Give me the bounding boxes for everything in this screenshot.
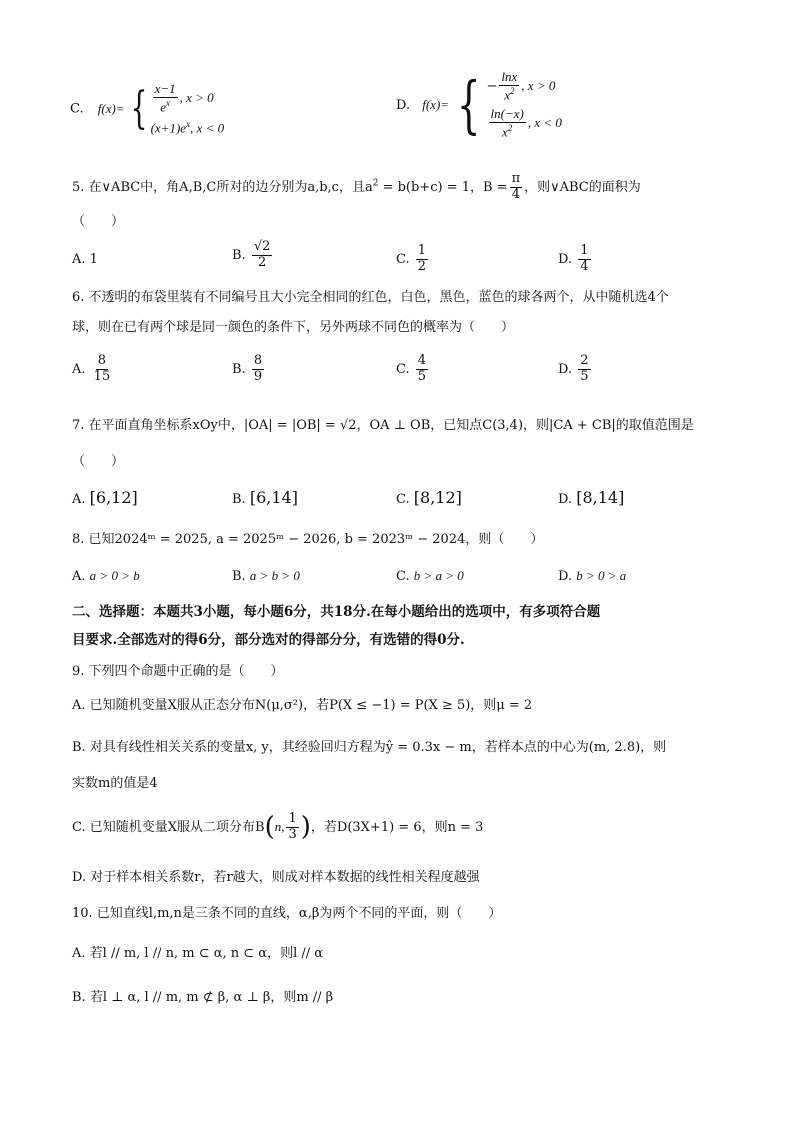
q8-option-b: B. a > b > 0 — [232, 568, 300, 584]
option-label: C. — [70, 101, 84, 117]
q9-option-b-line1: B. 对具有线性相关关系的变量x, y，其经验回归方程为ŷ = 0.3x − m，若样本点的中心为(m, 2.8)，则 — [72, 740, 667, 755]
function-lhs: f(x)= — [97, 100, 125, 116]
brace: { — [456, 68, 481, 142]
q5-stem: 5. 在∨ABC中，角A,B,C所对的边分别为a,b,c，且$a^2 = b(b+c) = 1$，B = $\frac{\pi}{4}$ ，则∨ABC的面积为 — [72, 171, 641, 202]
q7-option-c: C. [8,12] — [396, 488, 462, 507]
q6-option-b: B. $\frac{8}{9}$ — [232, 353, 263, 384]
q9-option-c: C. 已知随机变量X服从二项分布B(n, $\frac{1}{3}$ )，若D(3X+1) = 6，则n = 3 — [72, 811, 484, 843]
q4-option-d — [396, 70, 562, 140]
q4-option-c — [70, 82, 224, 136]
q10-option-b: B. 若l ⊥ α, l // m, m ⊄ β, α ⊥ β，则m // β — [72, 990, 334, 1005]
q7-option-a: A. [6,12] — [72, 488, 138, 507]
q9-stem: 9. 下列四个命题中正确的是（ ） — [72, 664, 284, 679]
q9-option-a: A. 已知随机变量X服从正态分布N(μ,σ²)，若P(X ≤ −1) = P(X ≥ 5)，则μ = 2 — [72, 698, 533, 713]
q10-option-a: A. 若l // m, l // n, m ⊂ α, n ⊂ α，则l // α — [72, 946, 324, 961]
section-2-heading-line2: 目要求.全部选对的得6分，部分选对的得部分分，有选错的得0分. — [72, 632, 465, 648]
q6-stem-line2: 球，则在已有两个球是同一颜色的条件下，另外两球不同色的概率为（ ） — [72, 320, 515, 335]
q7-stem-line1: 7. 在平面直角坐标系xOy中，|OA| = |OB| = √2，OA ⊥ OB，已知点C(3,4)，则|CA + CB|的取值范围是 — [72, 418, 694, 433]
q7-option-d: D. [8,14] — [558, 488, 625, 507]
case-2: $(x+1)e^x$, x < 0 — [150, 119, 225, 136]
q7-paren: （ ） — [72, 454, 125, 469]
q6-option-c: C. $\frac{4}{5}$ — [396, 353, 427, 384]
case-1: − $\frac{\ln x}{x^2}$ , x > 0 — [486, 69, 556, 103]
q5-paren: （ ） — [72, 214, 125, 229]
q6-stem-line1: 6. 不透明的布袋里装有不同编号且大小完全相同的红色，白色，黑色，蓝色的球各两个，从中随机选4个 — [72, 290, 669, 305]
q9-option-d: D. 对于样本相关系数r，若r越大，则成对样本数据的线性相关程度越强 — [72, 870, 480, 885]
q5-option-c: C. $\frac{1}{2}$ — [396, 243, 427, 274]
brace: { — [130, 83, 147, 135]
q9-option-b-line2: 实数m的值是4 — [72, 776, 158, 791]
q8-stem: 8. 已知2024ᵐ = 2025, a = 2025ᵐ − 2026, b = 2023ᵐ − 2024，则（ ） — [72, 532, 544, 547]
q5-option-a: A. 1 — [72, 252, 98, 267]
section-2-heading-line1: 二、选择题：本题共3小题，每小题6分，共18分.在每小题给出的选项中，有多项符合题 — [72, 604, 601, 620]
q10-stem: 10. 已知直线l,m,n是三条不同的直线，α,β为两个不同的平面，则（ ） — [72, 906, 502, 921]
function-lhs: f(x)= — [422, 96, 450, 112]
piecewise-cases — [151, 82, 225, 136]
q8-option-d: D. b > 0 > a — [558, 568, 627, 584]
q7-option-b: B. [6,14] — [232, 488, 298, 507]
q6-option-a: A. $\frac{8}{15}$ — [72, 353, 111, 384]
case-1: $\frac{x-1}{e^x}$ , x > 0 — [154, 81, 214, 115]
option-label: D. — [396, 97, 411, 113]
q8-option-c: C. b > a > 0 — [396, 568, 464, 584]
case-2: $\frac{\ln(-x)}{x^2}$ , x < 0 — [490, 106, 562, 140]
piecewise-cases — [487, 70, 562, 140]
q6-option-d: D. $\frac{2}{5}$ — [558, 353, 589, 384]
q5-option-b: B. $\frac{√2}{2}$ — [232, 239, 271, 270]
q5-option-d: D. $\frac{1}{4}$ — [558, 243, 589, 274]
q8-option-a: A. a > 0 > b — [72, 568, 140, 584]
